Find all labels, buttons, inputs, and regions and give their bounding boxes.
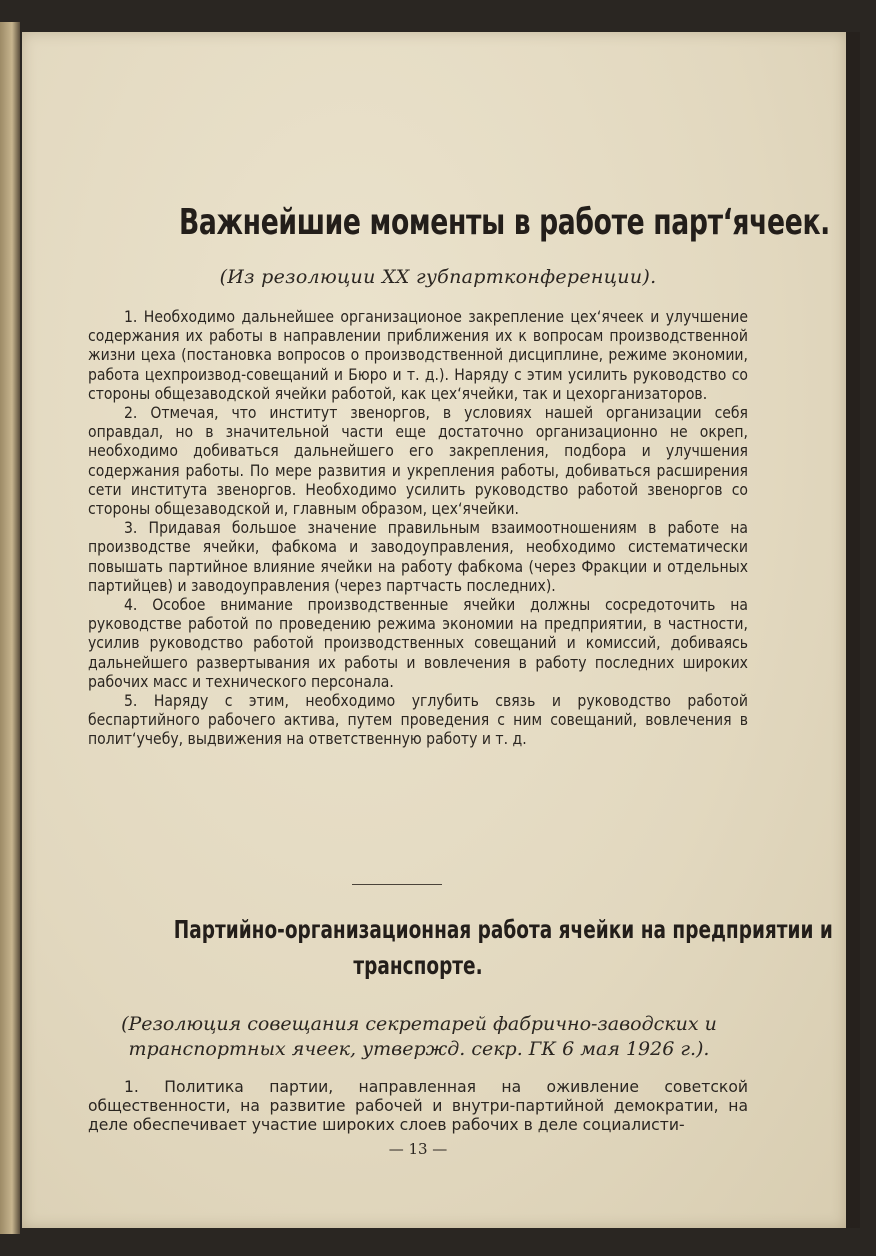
paragraph: 3. Придавая большое значение правильным взаимоотношениям в работе на производстве ячейки, фабкома и заводоуправления, необходимо систематически повышать партийное влияние ячейки на работу фабкома (через Фракции и отдельных партийцев) и заводоуправления (через партчасть последних). <box>88 519 748 595</box>
page-number: — 13 — <box>388 1140 448 1158</box>
paragraph: 4. Особое внимание производственные ячейки должны сосредоточить на руководстве работой по проведению режима экономии на предприятии, в частности, усилив руководство работой производственных совещаний и комиссий, добиваясь дальнейшего развертывания их работы и вовлечения в работу последних широких рабочих масс и технического персонала. <box>88 596 748 691</box>
right-page-edge <box>846 32 860 1228</box>
heading-2-line-2: транспорте. <box>353 951 483 980</box>
paragraph: 5. Наряду с этим, необходимо углубить связь и руководство работой беспартийного рабочего актива, путем проведения с ним совещаний, вовлечения в полит‘учебу, выдвижения на ответственную работу и т. д. <box>88 692 748 749</box>
section-subheading-1: (Из резолюции XX губпартконференции). <box>219 266 657 288</box>
section-heading-2 <box>88 912 833 984</box>
section-heading-1: Важнейшие моменты в работе парт‘ячеек. <box>179 202 830 243</box>
section-divider <box>352 884 442 885</box>
paragraph: 1. Политика партии, направленная на оживление советской общественности, на развитие рабочей и внутри-партийной демократии, на деле обеспечивает участие широких слоев рабочих в деле социалисти- <box>88 1078 748 1135</box>
section-2-body <box>88 1078 748 1136</box>
left-page-edge <box>0 22 20 1234</box>
document-page <box>22 32 846 1228</box>
paragraph: 1. Необходимо дальнейшее организационое закрепление цех‘ячеек и улучшение содержания их работы в направлении приближения их к вопросам производственной жизни цеха (постановка вопросов о производственной дисциплине, режиме экономии, работа цехпроизвод-совещаний и Бюро и т. д.). Наряду с этим усилить руководство со стороны общезаводской ячейки работой, как цех‘ячейки, так и цехорганизаторов. <box>88 308 748 403</box>
section-subheading-2: (Резолюция совещания секретарей фабрично-заводских и транспортных ячеек, утвержд. секр. ГК 6 мая 1926 г.). <box>121 1013 717 1060</box>
section-1-body <box>88 308 748 750</box>
heading-2-line-1: Партийно-организационная работа ячейки на предприятии и <box>173 915 833 944</box>
paragraph: 2. Отмечая, что институт звеноргов, в условиях нашей организации себя оправдал, но в значительной части еще достаточно организационно не окреп, необходимо добиваться дальнейшего его закрепления, подбора и улучшения содержания работы. По мере развития и укрепления работы, добиваться расширения сети института звеноргов. Необходимо усилить руководство работой звеноргов со стороны общезаводской и, главным образом, цех‘ячейки. <box>88 404 748 519</box>
